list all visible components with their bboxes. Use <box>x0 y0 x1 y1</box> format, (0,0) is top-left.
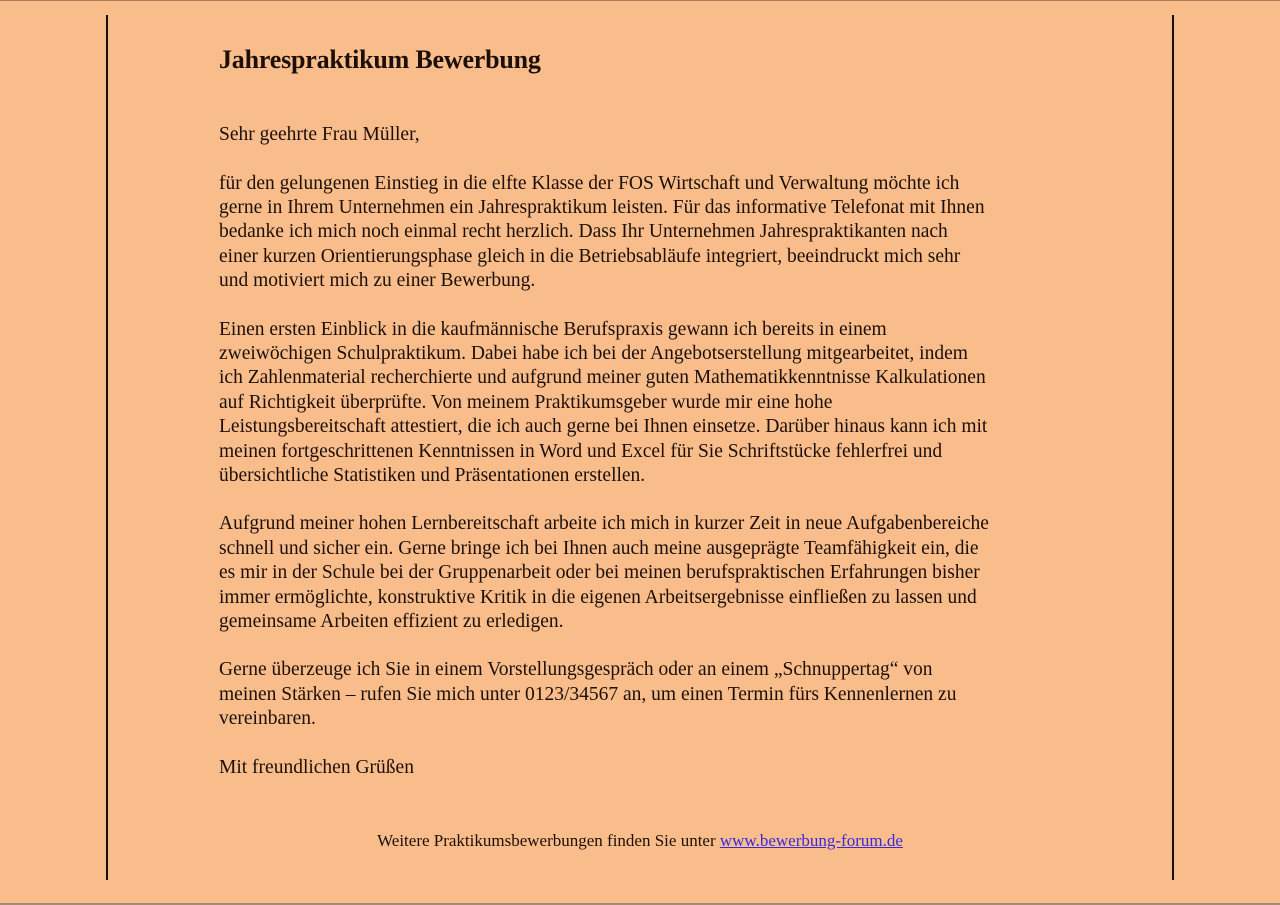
salutation: Sehr geehrte Frau Müller, <box>219 124 420 145</box>
letter-body <box>219 44 1079 780</box>
right-vertical-rule <box>1172 15 1174 880</box>
footer-link[interactable]: www.bewerbung-forum.de <box>719 831 903 850</box>
page-title: Jahrespraktikum Bewerbung <box>219 45 541 74</box>
paragraph-skills: Aufgrund meiner hohen Lernbereitschaft arbeite ich mich in kurzer Zeit in neue Aufgabenbereiche schnell und sicher ein. Gerne bringe ich bei Ihnen auch meine ausgeprägte Teamfähigkeit ein, die es mir in der Schule bei der Gruppenarbeit oder bei meinen berufspraktischen Erfahrungen bisher immer ermöglichte, konstruktive Kritik in die eigenen Arbeitsergebnisse einfließen zu lassen und gemeinsame Arbeiten effizient zu erledigen. <box>219 513 989 632</box>
footer <box>0 830 1280 852</box>
footer-line <box>377 830 903 852</box>
paragraph-intro: für den gelungenen Einstieg in die elfte Klasse der FOS Wirtschaft und Verwaltung möchte ich gerne in Ihrem Unternehmen ein Jahrespraktikum leisten. Für das informative Telefonat mit Ihnen bedanke ich mich noch einmal recht herzlich. Dass Ihr Unternehmen Jahrespraktikanten nach einer kurzen Orientierungsphase gleich in die Betriebsabläufe integriert, beeindruckt mich sehr und motiviert mich zu einer Bewerbung. <box>219 172 985 292</box>
top-border <box>0 0 1280 1</box>
closing: Mit freundlichen Grüßen <box>219 756 414 778</box>
paragraph-call-to-action: Gerne überzeuge ich Sie in einem Vorstellungsgespräch oder an einem „Schnuppertag“ von meinen Stärken – rufen Sie mich unter 0123/34567 an, um einen Termin fürs Kennenlernen zu vereinbaren. <box>219 659 957 730</box>
paragraph-experience: Einen ersten Einblick in die kaufmännische Berufspraxis gewann ich bereits in einem zweiwöchigen Schulpraktikum. Dabei habe ich bei der Angebotserstellung mitgearbeitet, indem ich Zahlenmaterial recherchierte und aufgrund meiner guten Mathematikkenntnisse Kalkulationen auf Richtigkeit überprüfte. Von meinem Praktikumsgeber wurde mir eine hohe Leistungsbereitschaft attestiert, die ich auch gerne bei Ihnen einsetze. Darüber hinaus kann ich mit meinen fortgeschrittenen Kenntnissen in Word und Excel für Sie Schriftstücke fehlerfrei und übersichtliche Statistiken und Präsentationen erstellen. <box>219 318 988 486</box>
footer-text: Weitere Praktikumsbewerbungen finden Sie unter <box>377 831 720 850</box>
left-vertical-rule <box>106 15 108 880</box>
